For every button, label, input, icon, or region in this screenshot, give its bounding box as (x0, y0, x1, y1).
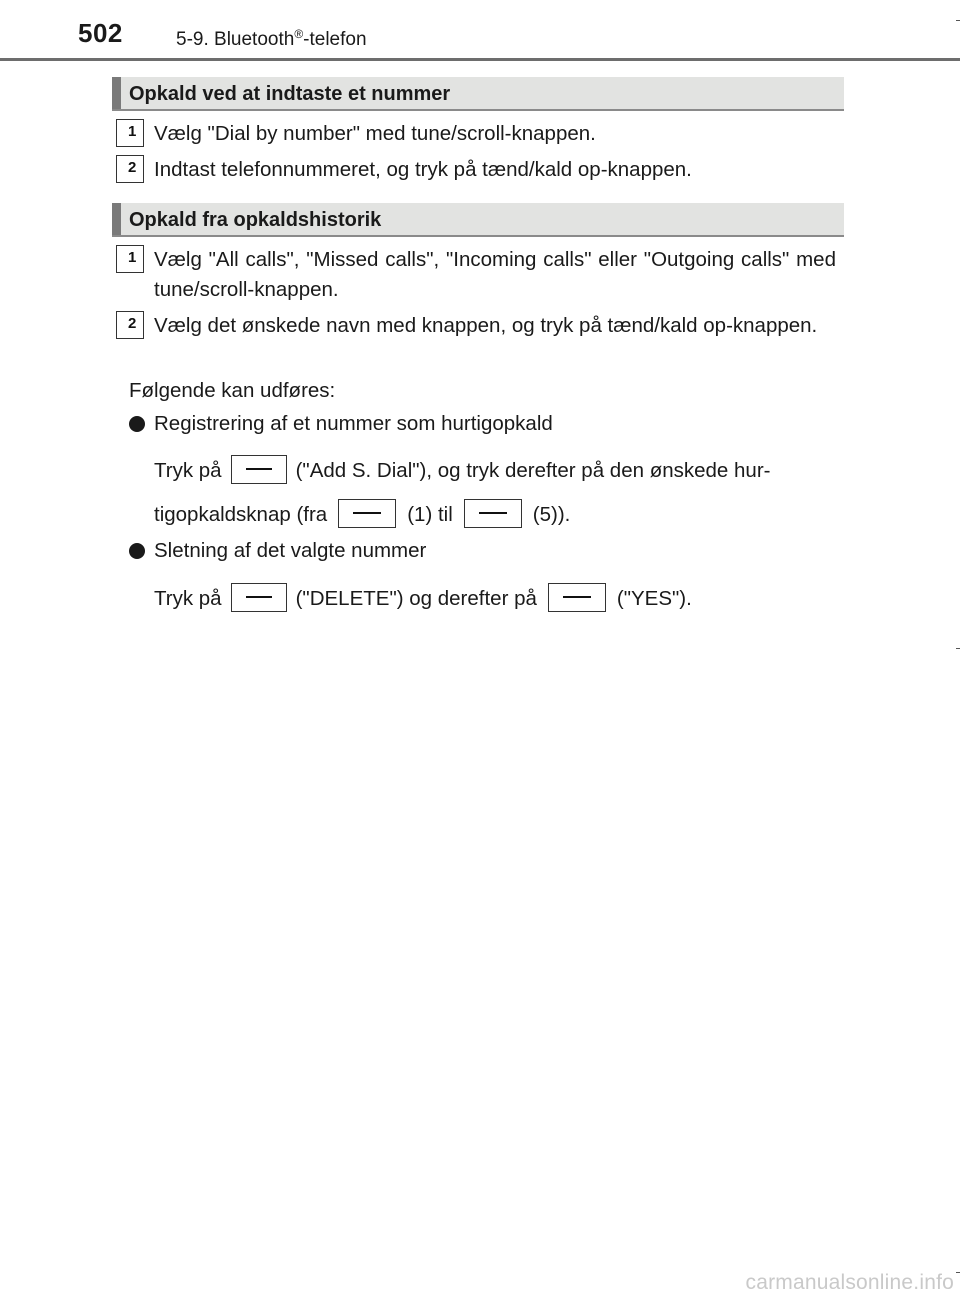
crop-mark-middle (956, 648, 960, 649)
bullet-text: Tryk på (154, 459, 222, 482)
speed-dial-1-button-icon (338, 499, 396, 528)
step-badge-1 (116, 245, 144, 273)
crop-mark-bottom (956, 1272, 960, 1273)
add-speed-dial-button-icon (231, 455, 287, 484)
section-heading-bar (112, 77, 121, 109)
step-number: 1 (128, 249, 137, 266)
step-text: Indtast telefonnummeret, og tryk på tænd/kald op-knappen. (154, 158, 692, 181)
bullet-text: ("YES"). (616, 587, 692, 610)
chapter-title (176, 27, 367, 51)
bullet-title: Sletning af det valgte nummer (154, 539, 427, 562)
bullet-text: tigopkaldsknap (fra (154, 503, 328, 526)
bullet-text: Tryk på (154, 587, 222, 610)
chapter-title-prefix: 5-9. Bluetooth (176, 29, 295, 50)
step-text: Vælg det ønskede navn med knappen, og tryk på tænd/kald op-knappen. (154, 314, 818, 337)
step-text: Vælg "Dial by number" med tune/scroll-knappen. (154, 122, 596, 145)
speed-dial-5-button-icon (464, 499, 522, 528)
step-text: Vælg "All calls", "Missed calls", "Incoming calls" eller "Outgoing calls" med tune/scroll-knappen. (154, 248, 836, 301)
bullet-title: Registrering af et nummer som hurtigopkald (154, 412, 553, 435)
registered-mark: ® (294, 27, 304, 41)
section-heading-text: Opkald ved at indtaste et nummer (129, 83, 451, 105)
delete-button-icon (231, 583, 287, 612)
step-number: 1 (128, 123, 137, 140)
step-badge-2 (116, 311, 144, 339)
step-badge-2 (116, 155, 144, 183)
watermark: carmanualsonline.info (745, 1271, 954, 1294)
bullet-text: ("Add S. Dial"), og tryk derefter på den ønskede hur- (295, 459, 771, 482)
bullet-line (154, 500, 570, 530)
bullet-line (154, 584, 692, 614)
chapter-title-suffix: -telefon (303, 29, 367, 50)
step-number: 2 (128, 159, 137, 176)
bullet-icon (129, 416, 145, 432)
bullet-text: (5)). (532, 503, 571, 526)
bullet-text: ("DELETE") og derefter på (295, 587, 537, 610)
page-number: 502 (78, 18, 123, 48)
section-heading-bar (112, 203, 121, 235)
section-heading-text: Opkald fra opkaldshistorik (129, 209, 382, 231)
step-number: 2 (128, 315, 137, 332)
bullet-line (154, 456, 770, 486)
yes-button-icon (548, 583, 606, 612)
step-badge-1 (116, 119, 144, 147)
header-rule (0, 58, 960, 61)
extras-intro: Følgende kan udføres: (129, 379, 336, 402)
section-heading-call-history (112, 203, 844, 237)
bullet-text: (1) til (407, 503, 453, 526)
bullet-icon (129, 543, 145, 559)
section-heading-dial-number (112, 77, 844, 111)
crop-mark-top (956, 20, 960, 21)
